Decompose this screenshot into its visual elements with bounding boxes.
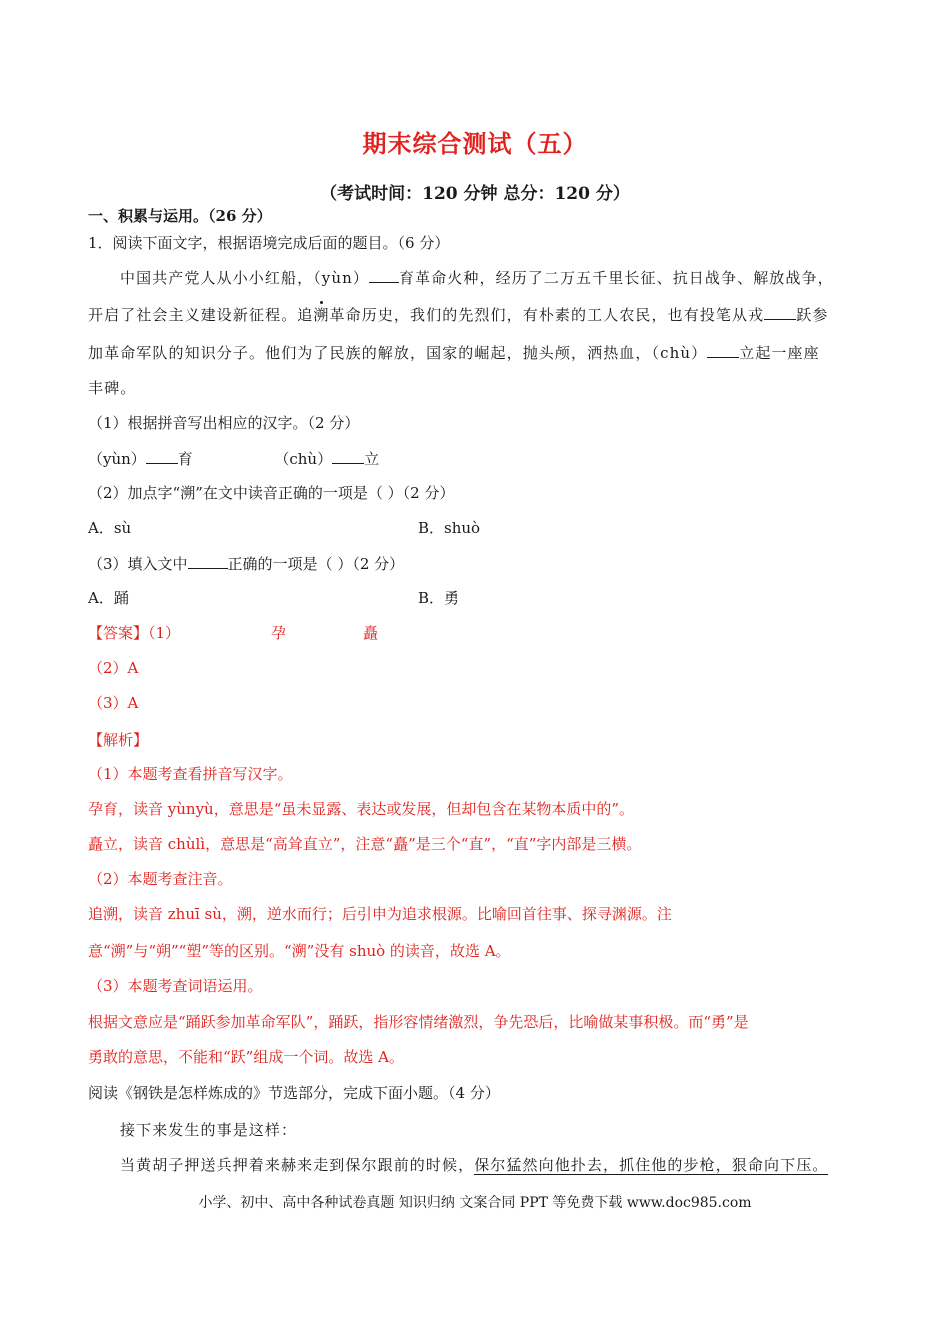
- reading-intro: 阅读《钢铁是怎样炼成的》节选部分，完成下面小题。（4 分）: [88, 1084, 500, 1102]
- analysis-line: 意“溯”与“朔”“塑”等的区别。“溯”没有 shuò 的读音，故选 A。: [88, 942, 511, 960]
- option-a: A．踊: [88, 589, 129, 607]
- analysis-line: 孕育，读音 yùnyù，意思是“虽未显露、表达或发展，但却包含在某物本质中的”。: [88, 800, 635, 818]
- blank-chu: [707, 342, 739, 358]
- sub-question-1: （1）根据拼音写出相应的汉字。（2 分）: [88, 414, 360, 432]
- passage-line-1: 中国共产党人从小小红船，（yùn） 育革命火种，经历了二万五千里长征、抗日战争、解放战争，: [120, 269, 834, 287]
- section-heading: 一、积累与运用。（26 分）: [88, 207, 272, 225]
- answer-line: （3）A: [88, 694, 139, 712]
- blank-field: [188, 553, 228, 569]
- blank-field: [146, 448, 178, 464]
- blank-yong: [764, 304, 796, 320]
- analysis-line: 追溯，读音 zhuī sù，溯，逆水而行；后引申为追求根源。比喻回首往事、探寻渊源。注: [88, 905, 672, 923]
- sub-question-3: （3）填入文中 正确的一项是（ ）（2 分）: [88, 555, 405, 573]
- answer-char: 矗: [363, 624, 379, 642]
- underlined-sentence: 保尔猛然向他扑去，抓住他的步枪，狠命向下压。: [474, 1156, 829, 1174]
- sub-question-2: （2）加点字“溯”在文中读音正确的一项是（ ）（2 分）: [88, 484, 455, 502]
- question-1-stem: 1．阅读下面文字，根据语境完成后面的题目。（6 分）: [88, 234, 450, 252]
- passage-line-4: 丰碑。: [88, 379, 137, 397]
- option-b: B．shuò: [418, 519, 481, 537]
- answer-char: 孕: [271, 624, 287, 642]
- reading-paragraph: 当黄胡子押送兵押着来赫来走到保尔跟前的时候，保尔猛然向他扑去，抓住他的步枪，狠命向下压。: [120, 1156, 829, 1174]
- blank-yun: [369, 267, 399, 283]
- analysis-line: 勇敢的意思，不能和“跃”组成一个词。故选 A。: [88, 1048, 404, 1066]
- analysis-line: （1）本题考查看拼音写汉字。: [88, 765, 293, 783]
- analysis-line: 矗立，读音 chùlì，意思是“高耸直立”，注意“矗”是三个“直”，“直”字内部是三横。: [88, 835, 642, 853]
- analysis-label: 【解析】: [88, 731, 149, 749]
- exam-info: （考试时间：120 分钟 总分：120 分）: [320, 184, 630, 204]
- answer-line: （2）A: [88, 659, 139, 677]
- sub-question-1-blanks: （yùn） 育 （chù） 立: [88, 450, 380, 468]
- reading-paragraph: 接下来发生的事是这样：: [120, 1121, 298, 1139]
- analysis-line: 根据文意应是“踊跃参加革命军队”，踊跃，指形容情绪激烈，争先恐后，比喻做某事积极。而“勇”是: [88, 1013, 749, 1031]
- analysis-line: （2）本题考查注音。: [88, 870, 233, 888]
- answer-line: 【答案】（1） 孕 矗: [88, 624, 379, 642]
- analysis-line: （3）本题考查词语运用。: [88, 977, 263, 995]
- option-b: B．勇: [418, 589, 460, 607]
- page-footer: 小学、初中、高中各种试卷真题 知识归纳 文案合同 PPT 等免费下载 www.doc985.com: [198, 1195, 752, 1211]
- passage-line-2: 开启了社会主义建设新征程。追溯革命历史，我们的先烈们，有朴素的工人农民，也有投笔从戎 跃参: [88, 306, 829, 324]
- option-a: A．sù: [88, 519, 132, 537]
- page-title: 期末综合测试（五）: [362, 129, 588, 158]
- passage-line-3: 加革命军队的知识分子。他们为了民族的解放，国家的崛起，抛头颅，洒热血，（chù） 立起一座座: [88, 344, 820, 362]
- blank-field: [332, 448, 364, 464]
- dotted-char: 溯: [313, 306, 330, 324]
